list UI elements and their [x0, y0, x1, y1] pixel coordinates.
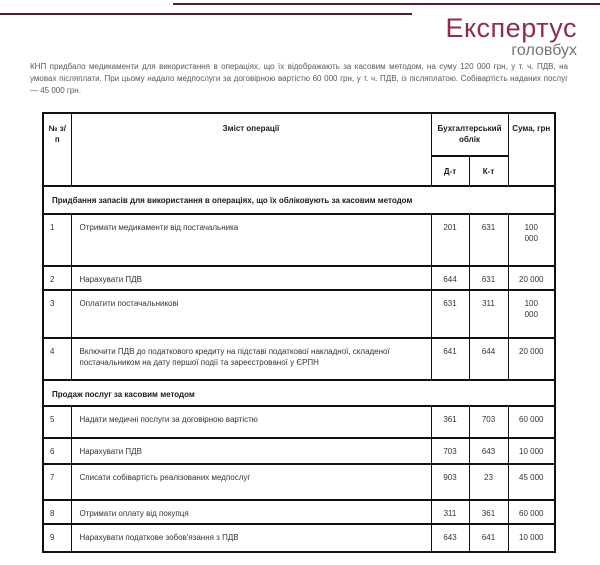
operation-cell: Отримати медикаменти від постачальника: [71, 214, 431, 266]
sum-cell: 10 000: [508, 524, 555, 552]
debit-cell: 644: [431, 266, 469, 290]
row-number-cell: 1: [43, 214, 71, 266]
credit-cell: 311: [469, 290, 508, 338]
debit-cell: 641: [431, 338, 469, 380]
section-row: [43, 380, 555, 406]
col-header-operation: Зміст операції: [71, 113, 431, 186]
operation-cell: Включити ПДВ до податкового кредиту на підставі податкової накладної, складеної постачальником на дату першої події та зареєстрованої у ЄРПН: [71, 338, 431, 380]
sum-cell: 45 000: [508, 464, 555, 500]
operations-table: [42, 112, 556, 553]
debit-cell: 201: [431, 214, 469, 266]
sum-cell: 60 000: [508, 500, 555, 524]
operation-cell: Списати собівартість реалізованих медпослуг: [71, 464, 431, 500]
col-header-debit: Д-т: [431, 156, 469, 186]
debit-cell: 361: [431, 406, 469, 438]
row-number-cell: 8: [43, 500, 71, 524]
sum-cell: 20 000: [508, 338, 555, 380]
row-number-cell: 6: [43, 438, 71, 464]
header-rule-left: [0, 13, 412, 15]
operation-cell: Нарахувати ПДВ: [71, 438, 431, 464]
sum-cell: 10 000: [508, 438, 555, 464]
row-number-cell: 5: [43, 406, 71, 438]
row-number-cell: 3: [43, 290, 71, 338]
section-title: Продаж послуг за касовим методом: [43, 380, 555, 406]
credit-cell: 23: [469, 464, 508, 500]
table-row: [43, 500, 555, 524]
table-row: [43, 524, 555, 552]
sum-cell: 100 000: [508, 290, 555, 338]
credit-cell: 631: [469, 214, 508, 266]
section-row: [43, 186, 555, 214]
col-header-credit: К-т: [469, 156, 508, 186]
table-row: [43, 290, 555, 338]
table-row: [43, 438, 555, 464]
debit-cell: 903: [431, 464, 469, 500]
sum-cell: 60 000: [508, 406, 555, 438]
case-description: КНП придбало медикаменти для використання в операціях, що їх відображають за касовим методом, на суму 120 000 грн, у т. ч. ПДВ, на умовах післяплати. При цьому надало медпослуги за договірною вартістю 60 000 грн, у т. ч. ПДВ, із післяплатою. Собівартість наданих послуг — 45 000 грн.: [30, 62, 568, 95]
operation-cell: Отримати оплату від покупця: [71, 500, 431, 524]
brand-subtitle: головбух: [511, 42, 577, 59]
credit-cell: 361: [469, 500, 508, 524]
col-header-sum: Сума, грн: [508, 113, 555, 186]
sum-cell: 20 000: [508, 266, 555, 290]
brand-logo: [445, 15, 577, 59]
col-header-accounting: Бухгалтерський облік: [431, 113, 508, 156]
table-row: [43, 338, 555, 380]
operation-cell: Нарахувати ПДВ: [71, 266, 431, 290]
debit-cell: 631: [431, 290, 469, 338]
credit-cell: 631: [469, 266, 508, 290]
col-header-number: № з/п: [43, 113, 71, 186]
header-rule-top: [173, 3, 600, 5]
table-row: [43, 464, 555, 500]
credit-cell: 703: [469, 406, 508, 438]
operation-cell: Нарахувати податкове зобов'язання з ПДВ: [71, 524, 431, 552]
table-row: [43, 266, 555, 290]
row-number-cell: 2: [43, 266, 71, 290]
table-row: [43, 406, 555, 438]
credit-cell: 644: [469, 338, 508, 380]
row-number-cell: 7: [43, 464, 71, 500]
credit-cell: 641: [469, 524, 508, 552]
brand-name: Експертус: [445, 13, 577, 43]
operation-cell: Оплатити постачальникові: [71, 290, 431, 338]
table-header-row: [43, 113, 555, 156]
section-title: Придбання запасів для використання в операціях, що їх обліковують за касовим методом: [43, 186, 555, 214]
row-number-cell: 9: [43, 524, 71, 552]
operation-cell: Надати медичні послуги за договірною вартістю: [71, 406, 431, 438]
sum-cell: 100 000: [508, 214, 555, 266]
debit-cell: 643: [431, 524, 469, 552]
debit-cell: 311: [431, 500, 469, 524]
debit-cell: 703: [431, 438, 469, 464]
table-row: [43, 214, 555, 266]
row-number-cell: 4: [43, 338, 71, 380]
credit-cell: 643: [469, 438, 508, 464]
